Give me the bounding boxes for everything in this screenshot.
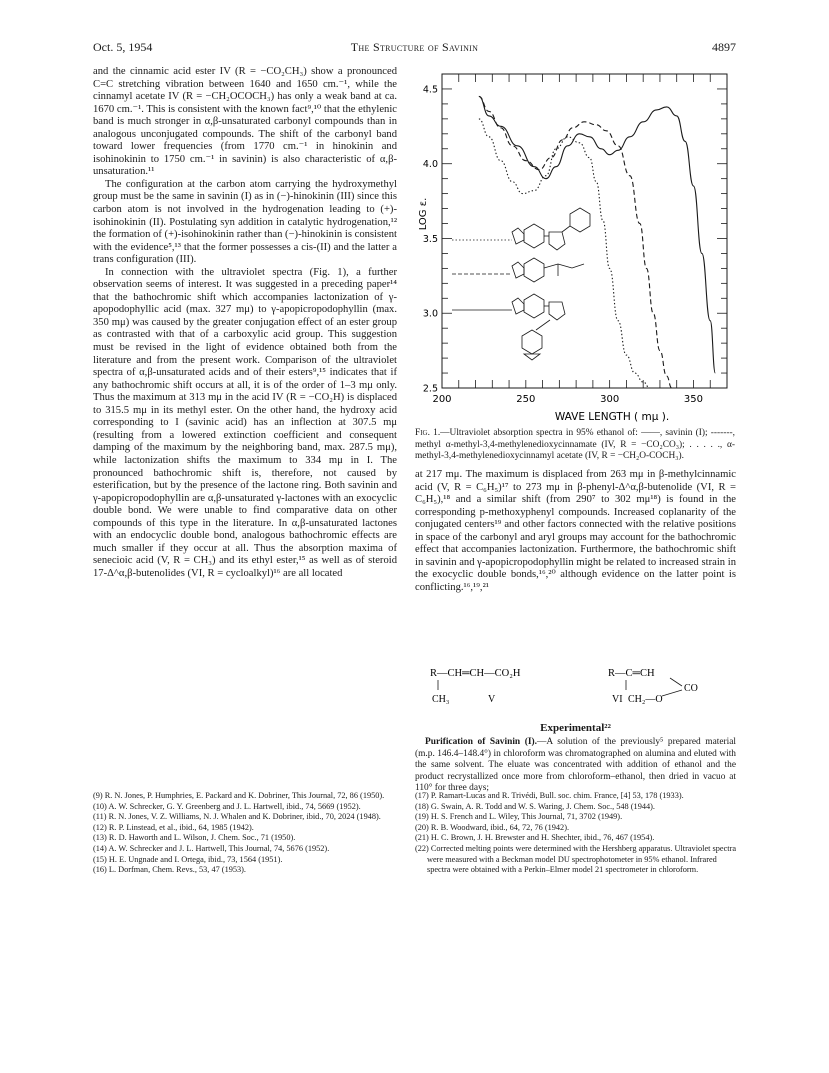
benzene-ring-2	[570, 208, 590, 232]
bond	[558, 264, 572, 268]
footnote: (17) P. Ramart-Lucas and R. Trivédi, Bull. soc. chim. France, [4] 53, 178 (1933).	[415, 791, 684, 800]
x-axis-label: WAVE LENGTH ( mμ ).	[554, 411, 670, 423]
structure-drawings	[452, 208, 590, 360]
series-line-dotted	[479, 119, 650, 388]
paragraph: at 217 mμ. The maximum is displaced from 263 mμ in β-methylcinnamic acid (V, R = C₆H₅)¹⁷ to 273 mμ in β-phenyl-Δ^α,β-butenolide (VI, R = C₆H₅),¹⁸ and a similar shift (from 290⁷ to 302 mμ¹⁸) is found in the corresponding p-methoxyphenyl compounds. Increased coplanarity of the conjugated centers¹⁹ and other factors connected with the relative positions in space of the carbonyl and aryl groups may account for the bathochromic effect that accompanies lactonization. Furthermore, the bathochromic shift in savinin and γ-apopicropodophyllin might be related to increased strain in the exocyclic double bonds,¹⁶,²⁰ although evidence on the latter point is conflicting.¹⁶,¹⁹,²¹	[415, 469, 736, 593]
footnote: (11) R. N. Jones, V. Z. Williams, N. J. Whalen and K. Dobriner, ibid., 70, 2024 (1948).	[93, 812, 381, 822]
bond	[544, 264, 558, 268]
dioxole-ring-3	[524, 354, 540, 360]
y-tick-label: 2.5	[422, 383, 438, 395]
formula-v-label: V	[488, 694, 496, 705]
footnotes-right	[415, 791, 736, 876]
page-header	[93, 40, 736, 56]
formula-drawing	[430, 660, 730, 720]
figure-caption	[415, 428, 735, 463]
lactone-ring	[549, 232, 565, 250]
uv-spectra-chart	[412, 68, 736, 426]
footnote: (9) R. N. Jones, P. Humphries, E. Packard and K. Dobriner, This Journal, 72, 86 (1950).	[93, 791, 385, 800]
footnote: (14) A. W. Schrecker and J. L. Hartwell, This Journal, 74, 5676 (1952).	[93, 843, 330, 853]
formula-vi-label: VI	[612, 694, 623, 705]
dioxole-ring	[512, 228, 524, 244]
bond	[536, 320, 550, 330]
plot-frame	[442, 74, 727, 388]
run-in-heading: Purification of Savinin (I).	[425, 737, 537, 747]
right-column	[415, 469, 736, 594]
footnote: (19) H. S. French and L. Wiley, This Journal, 71, 3702 (1949).	[415, 812, 623, 822]
y-axis-label: LOG ε.	[418, 197, 429, 231]
footnote: (22) Corrected melting points were determined with the Hershberg apparatus. Ultraviolet spectra were measured with a Beckman model DU spectrophotometer in 95% ethanol. Infrared spectra were obtained with a Perkin–Elmer model 21 spectrometer in chloroform.	[415, 843, 737, 875]
experimental-paragraph	[415, 737, 736, 795]
paragraph: and the cinnamic acid ester IV (R = −CO₂CH₃) show a pronounced C=C stretching vibration between 1640 and 1650 cm.⁻¹, while the cinnamyl acetate IV (R = −CH₂OCOCH₃) has only a weak band at ca. 1670 cm.⁻¹. This is consistent with the known fact⁹,¹⁰ that the ethylenic band is much stronger in α,β-unsaturated carbonyl compounds than in analogous unconjugated compounds. The shift of the carbonyl band toward lower frequencies (from 1770 cm.⁻¹ in hinokinin and isohinokinin to 1750 cm.⁻¹ in savinin) is also characteristic of α,β-unsaturation.¹¹	[93, 66, 397, 178]
bond	[572, 264, 584, 268]
footnote: (13) R. D. Haworth and L. Wilson, J. Chem. Soc., 71 (1950).	[93, 833, 296, 843]
x-tick-label: 300	[600, 394, 620, 405]
formula-vi-carbonyl: CO	[684, 683, 698, 694]
x-tick-label: 250	[516, 394, 536, 405]
x-tick-label: 350	[683, 394, 704, 405]
caption-lead: Fig. 1.	[415, 428, 441, 438]
left-column	[93, 66, 397, 580]
x-axis-ticks	[432, 74, 727, 405]
lactone-ring	[549, 302, 565, 320]
section-heading: Experimental²²	[540, 722, 611, 734]
series-line-dashed	[479, 96, 672, 388]
footnote: (10) A. W. Schrecker, G. Y. Greenberg and J. L. Hartwell, ibid., 74, 5669 (1952).	[93, 801, 361, 811]
series-lines	[479, 96, 715, 388]
running-title: The Structure of Savinin	[350, 40, 479, 54]
y-tick-label: 3.0	[422, 308, 438, 320]
benzene-ring	[524, 224, 544, 248]
y-tick-label: 4.0	[422, 159, 438, 171]
header-date: Oct. 5, 1954	[93, 40, 153, 54]
series-line-solid	[479, 96, 715, 373]
paragraph: In connection with the ultraviolet spectra (Fig. 1), a further observation seems of interest. It was suggested in a preceding paper¹⁴ that the bathochromic shift which accompanies lactonization of γ-apopodophyllic acid (max. 327 mμ) to γ-apopicropodophyllin (max. 350 mμ) was caused by the greater conjugation effect of an ester group as contrasted with that of a carboxylic acid group. This suggestion must be revised in the light of evidence obtained both from the literature and from the present work. Comparison of the ultraviolet spectra of α,β-unsaturated acids and of their esters⁹,¹⁵ indicates that if any bathochromic shift occurs at all, it is of the order of 1–3 mμ only. Thus the maximum at 313 mμ in the acid IV (R = −CO₂H) is displaced to 315.5 mμ in its methyl ester. On the other hand, the hydroxy acid corresponding to I (savinic acid) has an inflection at 307.5 mμ (resulting from a lowered extinction coefficient and consequent damping of the maximum by the neighboring band, max. 287.5 mμ), while lactonization shifts the maximum to 334 mμ in I. The pronounced bathochromic shift is, therefore, not caused by esterification, but by the presence of the lactone ring. Both savinin and γ-apopicropodophyllin are α,β-unsaturated γ-lactones with an exocyclic double bond. We were unable to find comparative data on other compounds of this type in the literature. In α,β-unsaturated lactones with an endocyclic double bond, analogous bathochromic effects are much smaller if they occur at all. Thus the absorption maxima of senecioic acid (V, R = CH₃) and its ethyl ester,¹⁵ as well as of steroid 17-Δ^α,β-butenolides (VI, R = cycloalkyl)¹⁶ are all located	[93, 266, 397, 579]
benzene-ring	[524, 294, 544, 318]
x-tick-label: 200	[432, 394, 452, 405]
experimental-text: —A solution of the previously⁵ prepared material (m.p. 146.4–148.4°) in chloroform was chromatographed on alumina and eluted with the same solvent. The eluate was concentrated with addition of ethanol and the product recrystallized once more from chloroform–ethanol, then dried in vacuo at 110° for three days;	[415, 737, 736, 794]
formula-v-substituent: CH₃	[432, 694, 450, 705]
uv-spectra-figure	[412, 68, 736, 426]
benzene-ring-3	[522, 330, 542, 354]
page-number: 4897	[712, 40, 736, 54]
footnote: (21) H. C. Brown, J. H. Brewster and H. Shechter, ibid., 76, 467 (1954).	[415, 833, 655, 843]
y-tick-label: 3.5	[422, 233, 438, 245]
y-tick-label: 4.5	[422, 84, 438, 96]
dioxole-ring	[512, 262, 524, 278]
footnote: (15) H. E. Ungnade and I. Ortega, ibid., 73, 1564 (1951).	[93, 854, 283, 864]
footnotes-left	[93, 791, 397, 876]
footnote: (16) L. Dorfman, Chem. Revs., 53, 47 (1953).	[93, 865, 247, 875]
footnote: (20) R. B. Woodward, ibid., 64, 72, 76 (1942).	[415, 822, 570, 832]
formula-vi-chain: R—C═CH	[608, 668, 655, 679]
footnote: (12) R. P. Linstead, et al., ibid., 64, 1985 (1942).	[93, 822, 254, 832]
benzene-ring	[524, 258, 544, 282]
formula-v-chain: R—CH═CH—CO₂H	[430, 668, 521, 679]
formula-vi-ring: CH₂—O	[628, 694, 663, 705]
footnote: (18) G. Swain, A. R. Todd and W. S. Waring, J. Chem. Soc., 548 (1944).	[415, 801, 655, 811]
y-axis-ticks	[423, 74, 727, 395]
dioxole-ring	[512, 298, 524, 314]
bond	[562, 226, 570, 232]
caption-text: —Ultraviolet absorption spectra in 95% ethanol of: ——, savinin (I); -------, methyl α-methyl-3,4-methylenedioxycinnamate (IV, R = −CO₂CO₃); . . . . ., α-methyl-3,4-methylenedioxycinnamyl acetate (IV, R = −CH₂O-COCH₃).	[415, 428, 735, 461]
paragraph: The configuration at the carbon atom carrying the hydroxymethyl group must be the same in savinin (I) as in (−)-hinokinin (III) since this carbon atom is not involved in the hydrogenation leading to (+)-isohinokinin (II). Postulating syn addition in catalytic hydrogenation,¹² the formation of (+)-isohinokinin rather than (−)-hinokinin is consistent with the evidence⁵,¹³ that the former possesses a cis-(II) and the latter a trans configuration (III).	[93, 178, 397, 266]
structural-formulas	[430, 660, 730, 720]
